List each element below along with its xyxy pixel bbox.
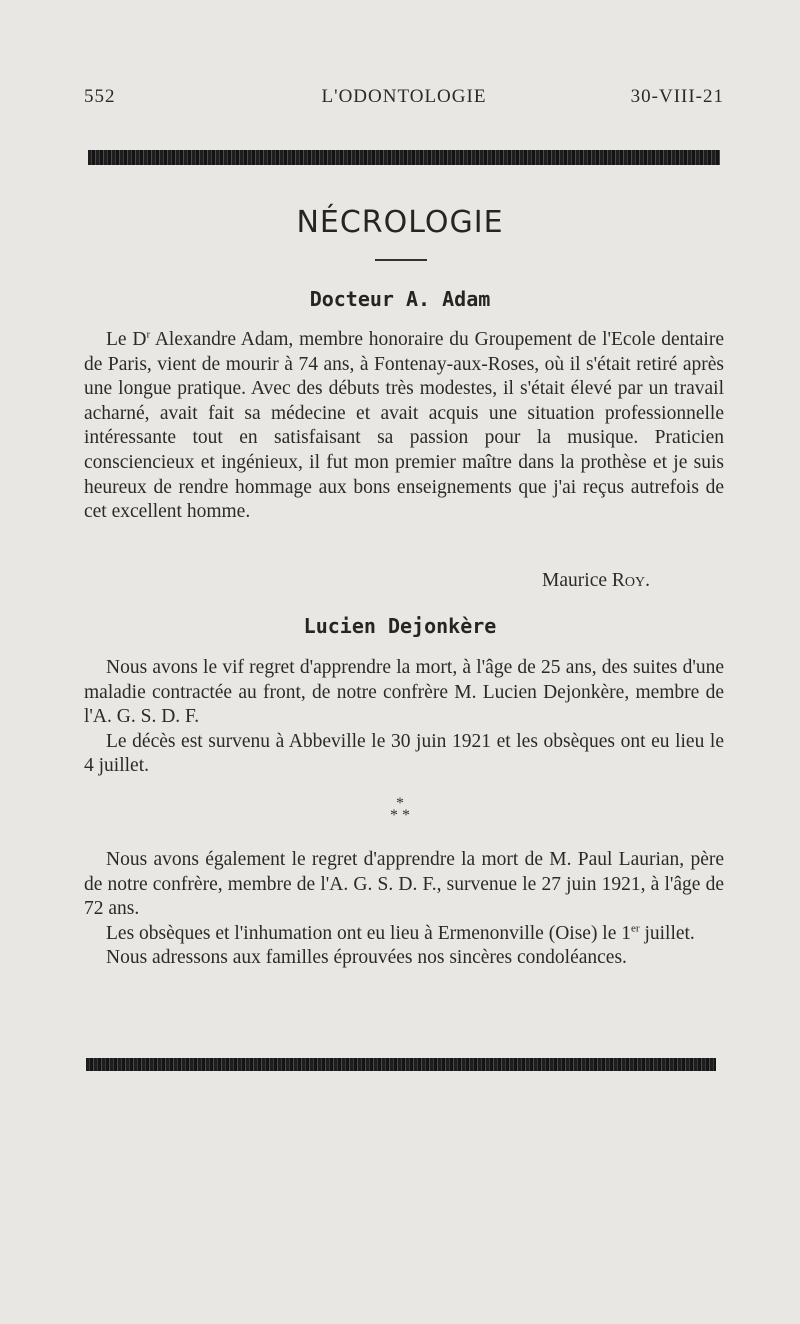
section-title: NÉCROLOGIE [296, 205, 504, 240]
obituary-heading-dejonkere: Lucien Dejonkère [303, 614, 497, 638]
obituary-heading-adam: Docteur A. Adam [309, 287, 491, 311]
paragraph: Les obsèques et l'inhumation ont eu lieu à Ermenonville (Oise) le 1er juillet. [106, 922, 695, 944]
author-signature: Maurice Roy. [542, 570, 650, 591]
running-head [84, 86, 724, 110]
asterism-divider: * * * [390, 795, 410, 824]
bottom-ornamental-rule [86, 1058, 716, 1071]
title-underline [375, 259, 427, 261]
top-ornamental-rule [88, 150, 720, 165]
page-number: 552 [84, 86, 116, 107]
paragraph: Le $D^r$ Alexandre Adam, membre honoraire du Groupement de l'Ecole dentaire de Paris, vient de mourir à 74 ans, à Fontenay-aux-Roses, où il s'était retiré après une longue pratique. Avec des débuts très modestes, il s'était élevé par un travail acharné, avait fait sa médecine et avait acquis une situation professionnelle intéressante tout en satisfaisant sa passion pour la musique. Praticien consciencieux et ingénieux, il fut mon premier maître dans la prothèse et je suis heureux de rendre hommage aux bons enseignements que j'ai reçus autrefois de cet excellent homme. [84, 328, 724, 523]
obituary-text-adam [84, 328, 724, 525]
paragraph: Nous avons également le regret d'apprendre la mort de M. Paul Laurian, père de notre confrère, membre de l'A. G. S. D. F., survenue le 27 juin 1921, à l'âge de 72 ans. [84, 849, 724, 920]
issue-date: 30-VIII-21 [630, 86, 724, 107]
obituary-text-dejonkere [84, 656, 724, 779]
obituary-text-laurian [84, 848, 724, 971]
journal-title: L'ODONTOLOGIE [321, 86, 487, 107]
paragraph: Nous adressons aux familles éprouvées nos sincères condoléances. [106, 947, 627, 969]
paragraph: Le décès est survenu à Abbeville le 30 juin 1921 et les obsèques ont eu lieu le 4 juillet. [84, 730, 724, 777]
paragraph: Nous avons le vif regret d'apprendre la mort, à l'âge de 25 ans, des suites d'une maladie contractée au front, de notre confrère M. Lucien Dejonkère, membre de l'A. G. S. D. F. [84, 657, 724, 728]
